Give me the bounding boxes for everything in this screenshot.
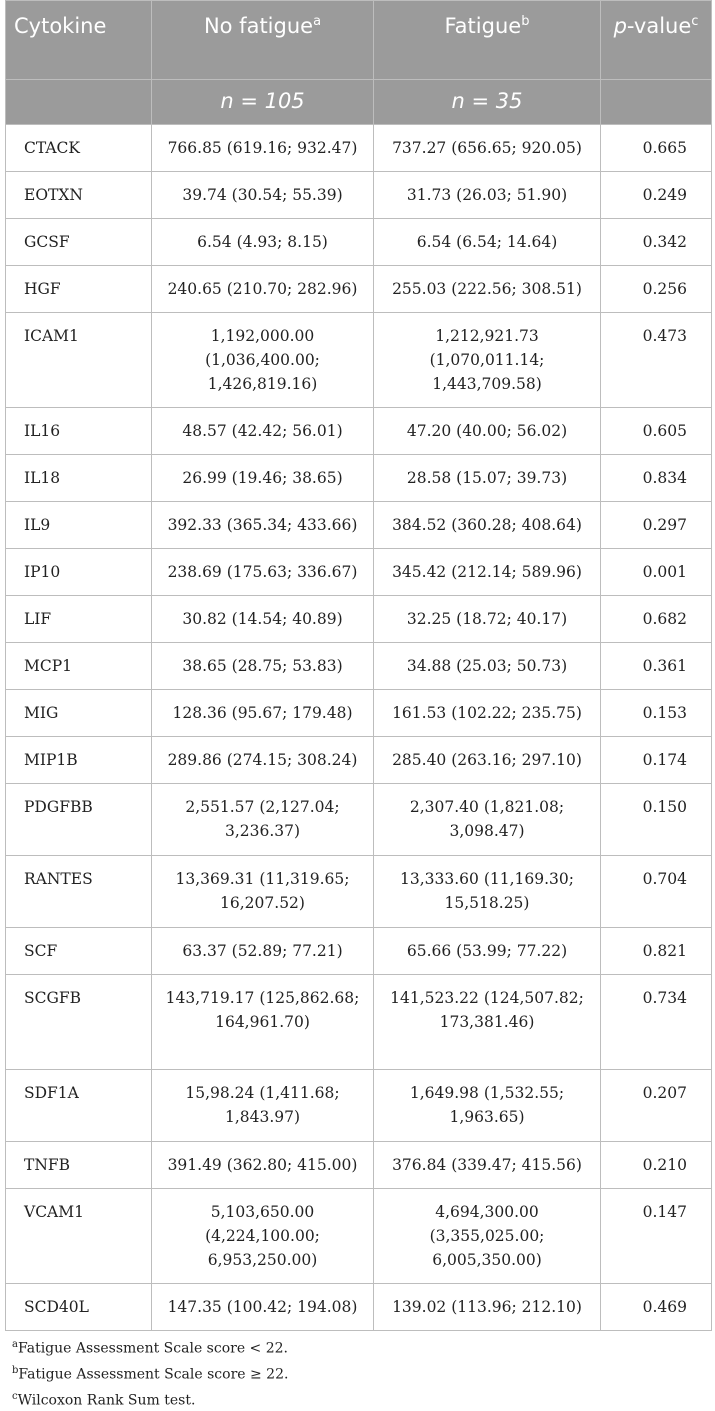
- p-value-cell: 0.821: [601, 928, 712, 975]
- table-row: [6, 784, 712, 856]
- no-fatigue-cell: 48.57 (42.42; 56.01): [152, 408, 374, 455]
- table-row: [6, 502, 712, 549]
- cytokine-name-cell: SDF1A: [6, 1070, 152, 1142]
- fatigue-cell: 345.42 (212.14; 589.96): [374, 549, 601, 596]
- fatigue-cell: 384.52 (360.28; 408.64): [374, 502, 601, 549]
- no-fatigue-cell: 15,98.24 (1,411.68; 1,843.97): [152, 1070, 374, 1142]
- fatigue-cell: 376.84 (339.47; 415.56): [374, 1142, 601, 1189]
- fatigue-cell: 13,333.60 (11,169.30; 15,518.25): [374, 856, 601, 928]
- p-value-cell: 0.297: [601, 502, 712, 549]
- fatigue-cell: 28.58 (15.07; 39.73): [374, 455, 601, 502]
- p-value-cell: 0.174: [601, 737, 712, 784]
- cytokine-name-cell: SCGFB: [6, 975, 152, 1070]
- table-row: [6, 737, 712, 784]
- fatigue-cell: 65.66 (53.99; 77.22): [374, 928, 601, 975]
- table-row: [6, 1070, 712, 1142]
- header-blank-cell: [601, 80, 712, 125]
- no-fatigue-cell: 392.33 (365.34; 433.66): [152, 502, 374, 549]
- cytokine-name-cell: EOTXN: [6, 172, 152, 219]
- cytokine-name-cell: TNFB: [6, 1142, 152, 1189]
- p-value-cell: 0.665: [601, 125, 712, 172]
- cytokine-name-cell: MCP1: [6, 643, 152, 690]
- fatigue-cell: 285.40 (263.16; 297.10): [374, 737, 601, 784]
- table-body: [6, 125, 712, 1331]
- fatigue-cell: 1,649.98 (1,532.55; 1,963.65): [374, 1070, 601, 1142]
- no-fatigue-cell: 13,369.31 (11,319.65; 16,207.52): [152, 856, 374, 928]
- no-fatigue-cell: 766.85 (619.16; 932.47): [152, 125, 374, 172]
- p-value-cell: 0.249: [601, 172, 712, 219]
- table-row: [6, 1284, 712, 1331]
- p-value-cell: 0.001: [601, 549, 712, 596]
- no-fatigue-cell: 63.37 (52.89; 77.21): [152, 928, 374, 975]
- p-value-cell: 0.469: [601, 1284, 712, 1331]
- no-fatigue-cell: 240.65 (210.70; 282.96): [152, 266, 374, 313]
- p-value-cell: 0.605: [601, 408, 712, 455]
- p-value-cell: 0.704: [601, 856, 712, 928]
- p-value-cell: 0.207: [601, 1070, 712, 1142]
- cytokine-name-cell: ICAM1: [6, 313, 152, 408]
- p-value-cell: 0.150: [601, 784, 712, 856]
- table-row: [6, 549, 712, 596]
- cytokine-name-cell: SCD40L: [6, 1284, 152, 1331]
- p-value-cell: 0.473: [601, 313, 712, 408]
- fatigue-cell: 31.73 (26.03; 51.90): [374, 172, 601, 219]
- cytokine-name-cell: GCSF: [6, 219, 152, 266]
- no-fatigue-cell: 38.65 (28.75; 53.83): [152, 643, 374, 690]
- fatigue-cell: 139.02 (113.96; 212.10): [374, 1284, 601, 1331]
- p-value-cell: 0.342: [601, 219, 712, 266]
- p-value-cell: 0.210: [601, 1142, 712, 1189]
- p-value-cell: 0.734: [601, 975, 712, 1070]
- table-row: [6, 219, 712, 266]
- header-no-fatigue: No fatigue$^a$: [152, 1, 374, 80]
- table-header: [6, 1, 712, 125]
- header-blank-cell: [6, 80, 152, 125]
- cytokine-name-cell: LIF: [6, 596, 152, 643]
- no-fatigue-cell: 391.49 (362.80; 415.00): [152, 1142, 374, 1189]
- fatigue-cell: 737.27 (656.65; 920.05): [374, 125, 601, 172]
- cytokine-table: [5, 0, 712, 1331]
- fatigue-cell: 32.25 (18.72; 40.17): [374, 596, 601, 643]
- no-fatigue-cell: 1,192,000.00 (1,036,400.00; 1,426,819.16): [152, 313, 374, 408]
- cytokine-name-cell: IP10: [6, 549, 152, 596]
- table-row: [6, 643, 712, 690]
- table-row: [6, 690, 712, 737]
- fatigue-cell: 255.03 (222.56; 308.51): [374, 266, 601, 313]
- table-row: [6, 313, 712, 408]
- no-fatigue-cell: 6.54 (4.93; 8.15): [152, 219, 374, 266]
- fatigue-cell: 34.88 (25.03; 50.73): [374, 643, 601, 690]
- fatigue-cell: 2,307.40 (1,821.08; 3,098.47): [374, 784, 601, 856]
- cytokine-name-cell: MIG: [6, 690, 152, 737]
- p-value-cell: 0.682: [601, 596, 712, 643]
- table-row: [6, 172, 712, 219]
- footnote-c: $^c$Wilcoxon Rank Sum test.: [12, 1391, 196, 1409]
- table-row: [6, 856, 712, 928]
- fatigue-cell: 47.20 (40.00; 56.02): [374, 408, 601, 455]
- table-row: [6, 596, 712, 643]
- cytokine-name-cell: MIP1B: [6, 737, 152, 784]
- no-fatigue-cell: 39.74 (30.54; 55.39): [152, 172, 374, 219]
- fatigue-cell: 141,523.22 (124,507.82; 173,381.46): [374, 975, 601, 1070]
- table-row: [6, 266, 712, 313]
- table-row: [6, 928, 712, 975]
- table-row: [6, 975, 712, 1070]
- no-fatigue-cell: 128.36 (95.67; 179.48): [152, 690, 374, 737]
- fatigue-cell: 1,212,921.73 (1,070,011.14; 1,443,709.58): [374, 313, 601, 408]
- fatigue-cell: 4,694,300.00 (3,355,025.00; 6,005,350.00): [374, 1189, 601, 1284]
- header-p-value: p-value$^c$: [601, 1, 712, 80]
- table-row: [6, 408, 712, 455]
- p-value-cell: 0.153: [601, 690, 712, 737]
- cytokine-name-cell: RANTES: [6, 856, 152, 928]
- cytokine-name-cell: IL16: [6, 408, 152, 455]
- header-n-fatigue: n = 35: [374, 80, 601, 125]
- table-row: [6, 1142, 712, 1189]
- no-fatigue-cell: 5,103,650.00 (4,224,100.00; 6,953,250.00): [152, 1189, 374, 1284]
- table-row: [6, 455, 712, 502]
- no-fatigue-cell: 238.69 (175.63; 336.67): [152, 549, 374, 596]
- cytokine-name-cell: IL18: [6, 455, 152, 502]
- cytokine-name-cell: IL9: [6, 502, 152, 549]
- header-cytokine: Cytokine: [6, 1, 152, 80]
- cytokine-name-cell: SCF: [6, 928, 152, 975]
- cytokine-name-cell: PDGFBB: [6, 784, 152, 856]
- fatigue-cell: 161.53 (102.22; 235.75): [374, 690, 601, 737]
- fatigue-cell: 6.54 (6.54; 14.64): [374, 219, 601, 266]
- footnote-a: $^a$Fatigue Assessment Scale score < 22.: [12, 1339, 289, 1357]
- no-fatigue-cell: 30.82 (14.54; 40.89): [152, 596, 374, 643]
- header-n-no-fatigue: n = 105: [152, 80, 374, 125]
- table-row: [6, 125, 712, 172]
- header-fatigue: Fatigue$^b$: [374, 1, 601, 80]
- no-fatigue-cell: 289.86 (274.15; 308.24): [152, 737, 374, 784]
- table-row: [6, 1189, 712, 1284]
- p-value-cell: 0.834: [601, 455, 712, 502]
- footnote-b: $^b$Fatigue Assessment Scale score ≥ 22.: [12, 1365, 289, 1383]
- no-fatigue-cell: 143,719.17 (125,862.68; 164,961.70): [152, 975, 374, 1070]
- no-fatigue-cell: 2,551.57 (2,127.04; 3,236.37): [152, 784, 374, 856]
- cytokine-name-cell: VCAM1: [6, 1189, 152, 1284]
- p-value-cell: 0.147: [601, 1189, 712, 1284]
- no-fatigue-cell: 147.35 (100.42; 194.08): [152, 1284, 374, 1331]
- no-fatigue-cell: 26.99 (19.46; 38.65): [152, 455, 374, 502]
- cytokine-name-cell: HGF: [6, 266, 152, 313]
- p-value-cell: 0.256: [601, 266, 712, 313]
- p-value-cell: 0.361: [601, 643, 712, 690]
- cytokine-name-cell: CTACK: [6, 125, 152, 172]
